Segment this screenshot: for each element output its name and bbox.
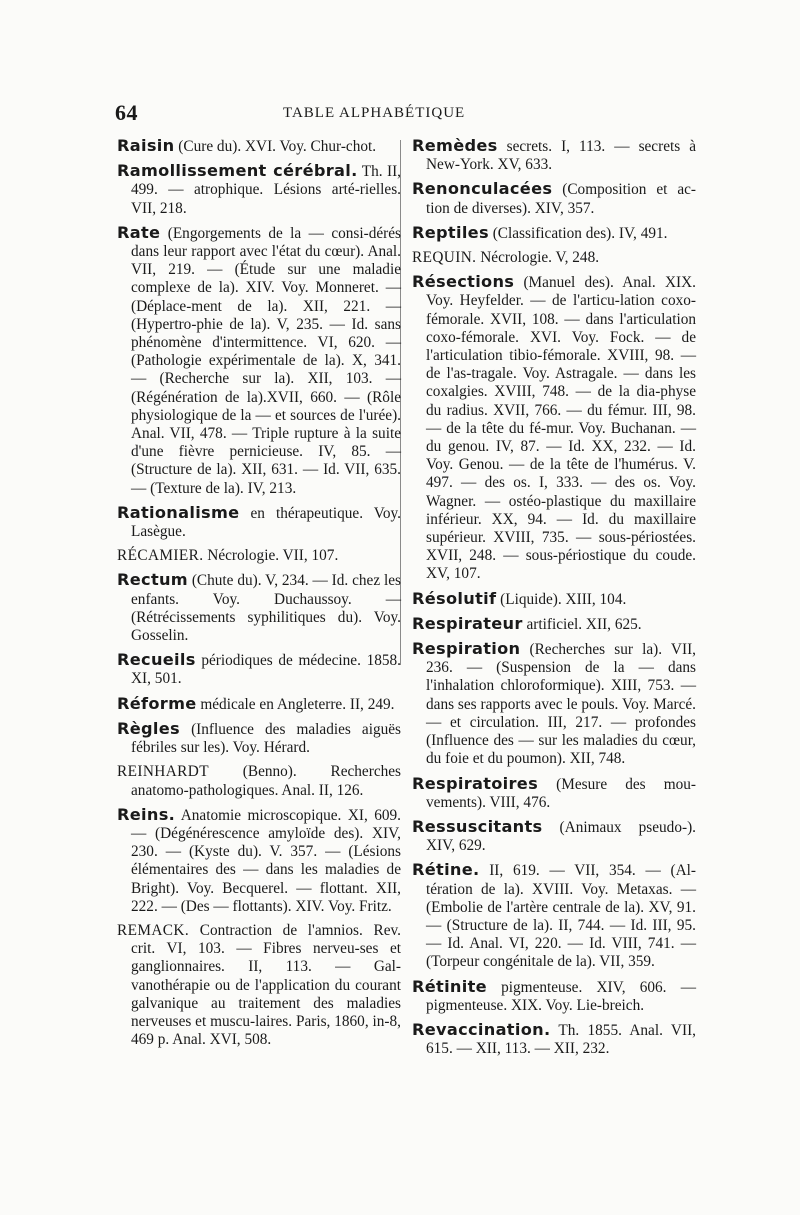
entry-headword: Respiration — [412, 639, 521, 659]
entry-headword: Rétinite — [412, 976, 487, 996]
index-entry — [117, 651, 401, 688]
entry-text: Anatomie microscopique. XI, 609. — (Dégénérescence amyloïde des). XIV, 230. — (Kyste du). V. 357. — (Lésions élémentaires des — dans les maladies de Bright). Voy. Becquerel. — flottant. XII, 222. — (Des — flottants). XIV. Voy. Fritz. — [131, 806, 401, 915]
index-entry — [412, 590, 696, 609]
entry-text: en thérapeutique. Voy. Lasègue. — [131, 504, 401, 541]
index-entry — [412, 861, 696, 971]
entry-text: (Manuel des). Anal. XIX. Voy. Heyfelder. — de l'articu-lation coxo-fémorale. XVII, 108. — dans l'articulation coxo-fémorale. XVI. Voy. Fock. — de l'articulation tibio-fémorale. XVIII, 98. — de l'as-tragale. Voy. Astragale. — dans les coxalgies. XVIII, 748. — de la dia-physe du radius. XVII, 766. — du fémur. III, 98. — de la tête du fé-mur. Voy. Buchanan. — du genou. IV, 87. — Id. XX, 232. — Id. Voy. Genou. — de la tête de l'humérus. V. 497. — des os. I, 333. — des os. Voy. Wagner. — ostéo-plastique du maxillaire inférieur. XX, 94. — Id. du maxillaire supérieur. XVIII, 735. — sous-périostées. XVII, 248. — sous-périostique du coude. XV, 107. — [426, 274, 696, 583]
index-entry — [412, 818, 696, 855]
index-entry — [117, 695, 401, 714]
entry-headword: Respirateur — [412, 613, 523, 633]
entry-text: (Engorgements de la — consi-dérés dans leur rapport avec l'état du cœur). Anal. VII, 219. — (Étude sur une maladie complexe de la). XIV. Voy. Monneret. — (Déplace-ment de la). XII, 221. — (Hypertro-phie de la). V, 235. — Id. sans phénomène d'intermittence. VI, 620. — (Pathologie expérimentale de la). X, 341. — (Recherche sur la). XII, 103. — (Régénération de la).XVII, 660. — (Rôle physiologique de la — et sources de l'urée). Anal. VII, 478. — Triple rupture à la suite d'une fièvre pernicieuse. IV, 85. — (Structure de la). XII, 631. — Id. VII, 635. — (Texture de la). IV, 213. — [131, 224, 401, 497]
index-entry — [412, 775, 696, 812]
entry-text: Th. II, 499. — atrophique. Lésions arté-rielles. VII, 218. — [131, 163, 401, 217]
entry-headword: REINHARDT — [117, 763, 209, 781]
entry-headword: Résolutif — [412, 588, 497, 608]
page-header — [103, 100, 687, 130]
entry-text: (Cure du). XVI. Voy. Chur-chot. — [174, 138, 377, 155]
entry-headword: Rectum — [117, 570, 188, 590]
entry-text: (Benno). Recherches anatomo-pathologiques. Anal. II, 126. — [131, 763, 401, 799]
entry-text: artificiel. XII, 625. — [522, 615, 642, 633]
entry-text: II, 619. — VII, 354. — (Al-tération de la). XVIII. Voy. Metaxas. — (Embolie de l'artère centrale de la). XV, 91. — (Structure de la). II, 744. — Id. III, 95. — Id. Anal. VI, 220. — Id. VIII, 741. — (Torpeur congénitale de la). VII, 359. — [426, 862, 696, 971]
index-entry — [117, 571, 401, 645]
entry-headword: REMACK. — [117, 921, 190, 939]
index-entry — [412, 1021, 696, 1058]
entry-headword: Ressuscitants — [412, 816, 543, 836]
index-entry — [117, 504, 401, 541]
entry-headword: Respiratoires — [412, 773, 539, 793]
entry-text: périodiques de médecine. 1858. XI, 501. — [131, 652, 401, 688]
entry-headword: Règles — [117, 718, 180, 738]
entry-text: (Chute du). V, 234. — Id. chez les enfants. Voy. Duchaussoy. — (Rétrécissements syphilitiques du). Voy. Gosselin. — [131, 572, 401, 645]
index-entry — [117, 763, 401, 799]
entry-text: (Mesure des mou-vements). VIII, 476. — [426, 775, 696, 811]
entry-text: médicale en Angleterre. II, 249. — [196, 695, 395, 713]
entry-headword: Résections — [412, 272, 515, 292]
left-column — [117, 137, 401, 1055]
index-entry — [117, 547, 401, 565]
entry-headword: Rétine. — [412, 860, 480, 880]
entry-text: (Liquide). XIII, 104. — [496, 590, 627, 608]
running-title: TABLE ALPHABÉTIQUE — [283, 105, 466, 121]
entry-text: Nécrologie. V, 248. — [476, 249, 600, 267]
entry-text: (Influence des maladies aiguës fébriles sur les). Voy. Hérard. — [131, 720, 401, 757]
entry-headword: Réforme — [117, 693, 197, 713]
index-entry — [412, 224, 696, 243]
entry-text: (Animaux pseudo-). XIV, 629. — [426, 818, 696, 855]
index-entry — [117, 137, 401, 156]
index-entry — [412, 640, 696, 768]
entry-headword: Raisin — [117, 136, 175, 155]
entry-text: (Recherches sur la). VII, 236. — (Suspension de la — dans l'inhalation chloroformique). XIII, 753. — dans ses rapports avec le pouls. Voy. Marcé. — et circulation. III, 217. — profondes (Influence des — sur les maladies du cœur, du foie et du poumon). XII, 748. — [426, 641, 696, 768]
entry-text: Th. 1855. Anal. VII, 615. — XII, 113. — XII, 232. — [426, 1021, 696, 1058]
entry-headword: Rate — [117, 222, 161, 242]
index-entry — [412, 273, 696, 583]
index-entry — [412, 978, 696, 1015]
entry-headword: Reptiles — [412, 222, 489, 242]
entry-headword: Rationalisme — [117, 502, 240, 522]
entry-headword: RÉCAMIER. — [117, 547, 204, 565]
entry-text: secrets. I, 113. — secrets à New-York. XV, 633. — [426, 138, 696, 174]
entry-headword: Recueils — [117, 650, 196, 670]
entry-headword: Reins. — [117, 804, 176, 824]
entry-headword: Ramollissement cérébral. — [117, 161, 358, 181]
entry-text: Contraction de l'amnios. Rev. crit. VI, 103. — Fibres nerveu-ses et ganglionnaires. II, 113. — Gal-vanothérapie ou de l'application du courant galvanique au traitement des maladies nerveuses et muscu-laires. Paris, 1860, in-8, 469 p. Anal. XVI, 508. — [131, 921, 401, 1049]
right-column — [412, 137, 696, 1064]
index-entry — [412, 137, 696, 174]
index-entry — [117, 720, 401, 757]
index-entry — [412, 615, 696, 634]
entry-text: Nécrologie. VII, 107. — [203, 547, 339, 565]
entry-headword: REQUIN. — [412, 249, 477, 267]
index-entry — [412, 249, 696, 267]
entry-text: (Composition et ac-tion de diverses). XIV, 357. — [426, 181, 696, 217]
entry-text: pigmenteuse. XIV, 606. — pigmenteuse. XIX. Voy. Lie-breich. — [426, 978, 696, 1014]
index-entry — [117, 162, 401, 218]
index-entry — [117, 806, 401, 916]
index-entry — [117, 224, 401, 498]
index-entry — [117, 922, 401, 1049]
entry-headword: Renonculacées — [412, 179, 553, 199]
entry-headword: Revaccination. — [412, 1019, 551, 1039]
entry-headword: Remèdes — [412, 136, 498, 155]
index-entry — [412, 180, 696, 217]
entry-text: (Classification des). IV, 491. — [488, 224, 668, 242]
page-number: 64 — [115, 100, 138, 125]
